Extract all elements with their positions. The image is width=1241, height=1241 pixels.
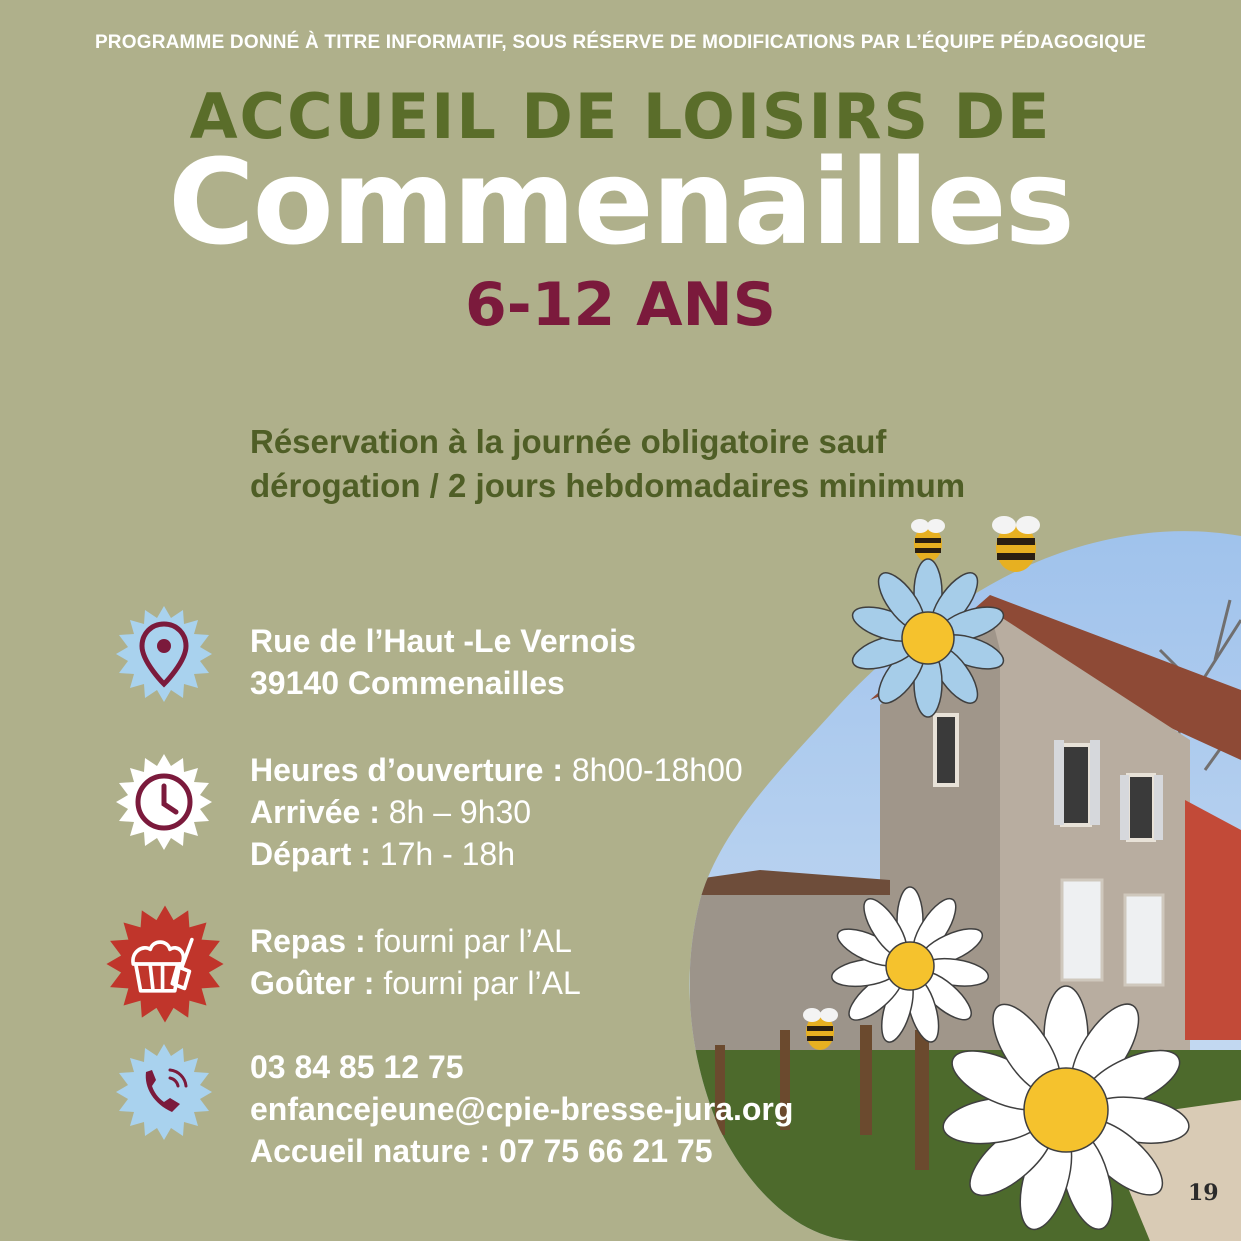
opening-label: Heures d’ouverture : (250, 752, 563, 788)
address-block (250, 620, 636, 704)
reservation-line-2: dérogation / 2 jours hebdomadaires minimum (250, 467, 966, 504)
snack-info (250, 962, 581, 1004)
opening-hours (250, 749, 743, 791)
bee-icon (911, 519, 945, 562)
age-range: 6-12 ANS (465, 270, 776, 340)
kicker-title: ACCUEIL DE LOISIRS DE (189, 80, 1052, 153)
contact-block (250, 1046, 793, 1172)
departure-label: Départ : (250, 836, 371, 872)
place-title: Commenailles (168, 133, 1073, 271)
arrival-hours (250, 791, 743, 833)
arrival-value: 8h – 9h30 (388, 794, 532, 830)
lunch-label: Repas : (250, 923, 366, 959)
hours-block (250, 749, 743, 875)
lunch-value: fourni par l’AL (374, 923, 572, 959)
clock-icon (114, 752, 214, 852)
reservation-line-1: Réservation à la journée obligatoire sauf (250, 423, 887, 460)
address-city: 39140 Commenailles (250, 665, 565, 701)
bee-icon (992, 516, 1040, 572)
location-pin-icon (114, 604, 214, 704)
cupcake-icon (104, 903, 226, 1025)
contact-phone[interactable]: 03 84 85 12 75 (250, 1049, 464, 1085)
address-street: Rue de l’Haut -Le Vernois (250, 623, 636, 659)
departure-hours (250, 833, 743, 875)
phone-icon (114, 1042, 214, 1142)
contact-email[interactable]: enfancejeune@cpie-bresse-jura.org (250, 1091, 794, 1127)
disclaimer: PROGRAMME DONNÉ À TITRE INFORMATIF, SOUS RÉSERVE DE MODIFICATIONS PAR L’ÉQUIPE PÉDAGOGIQUE (94, 32, 1147, 53)
lunch-info (250, 920, 581, 962)
page-number: 19 (1188, 1180, 1219, 1206)
contact-nature: Accueil nature : 07 75 66 21 75 (250, 1133, 713, 1169)
meals-block (250, 920, 581, 1004)
arrival-label: Arrivée : (250, 794, 380, 830)
departure-value: 17h - 18h (379, 836, 516, 872)
opening-value: 8h00-18h00 (571, 752, 743, 788)
snack-label: Goûter : (250, 965, 375, 1001)
snack-value: fourni par l’AL (383, 965, 581, 1001)
